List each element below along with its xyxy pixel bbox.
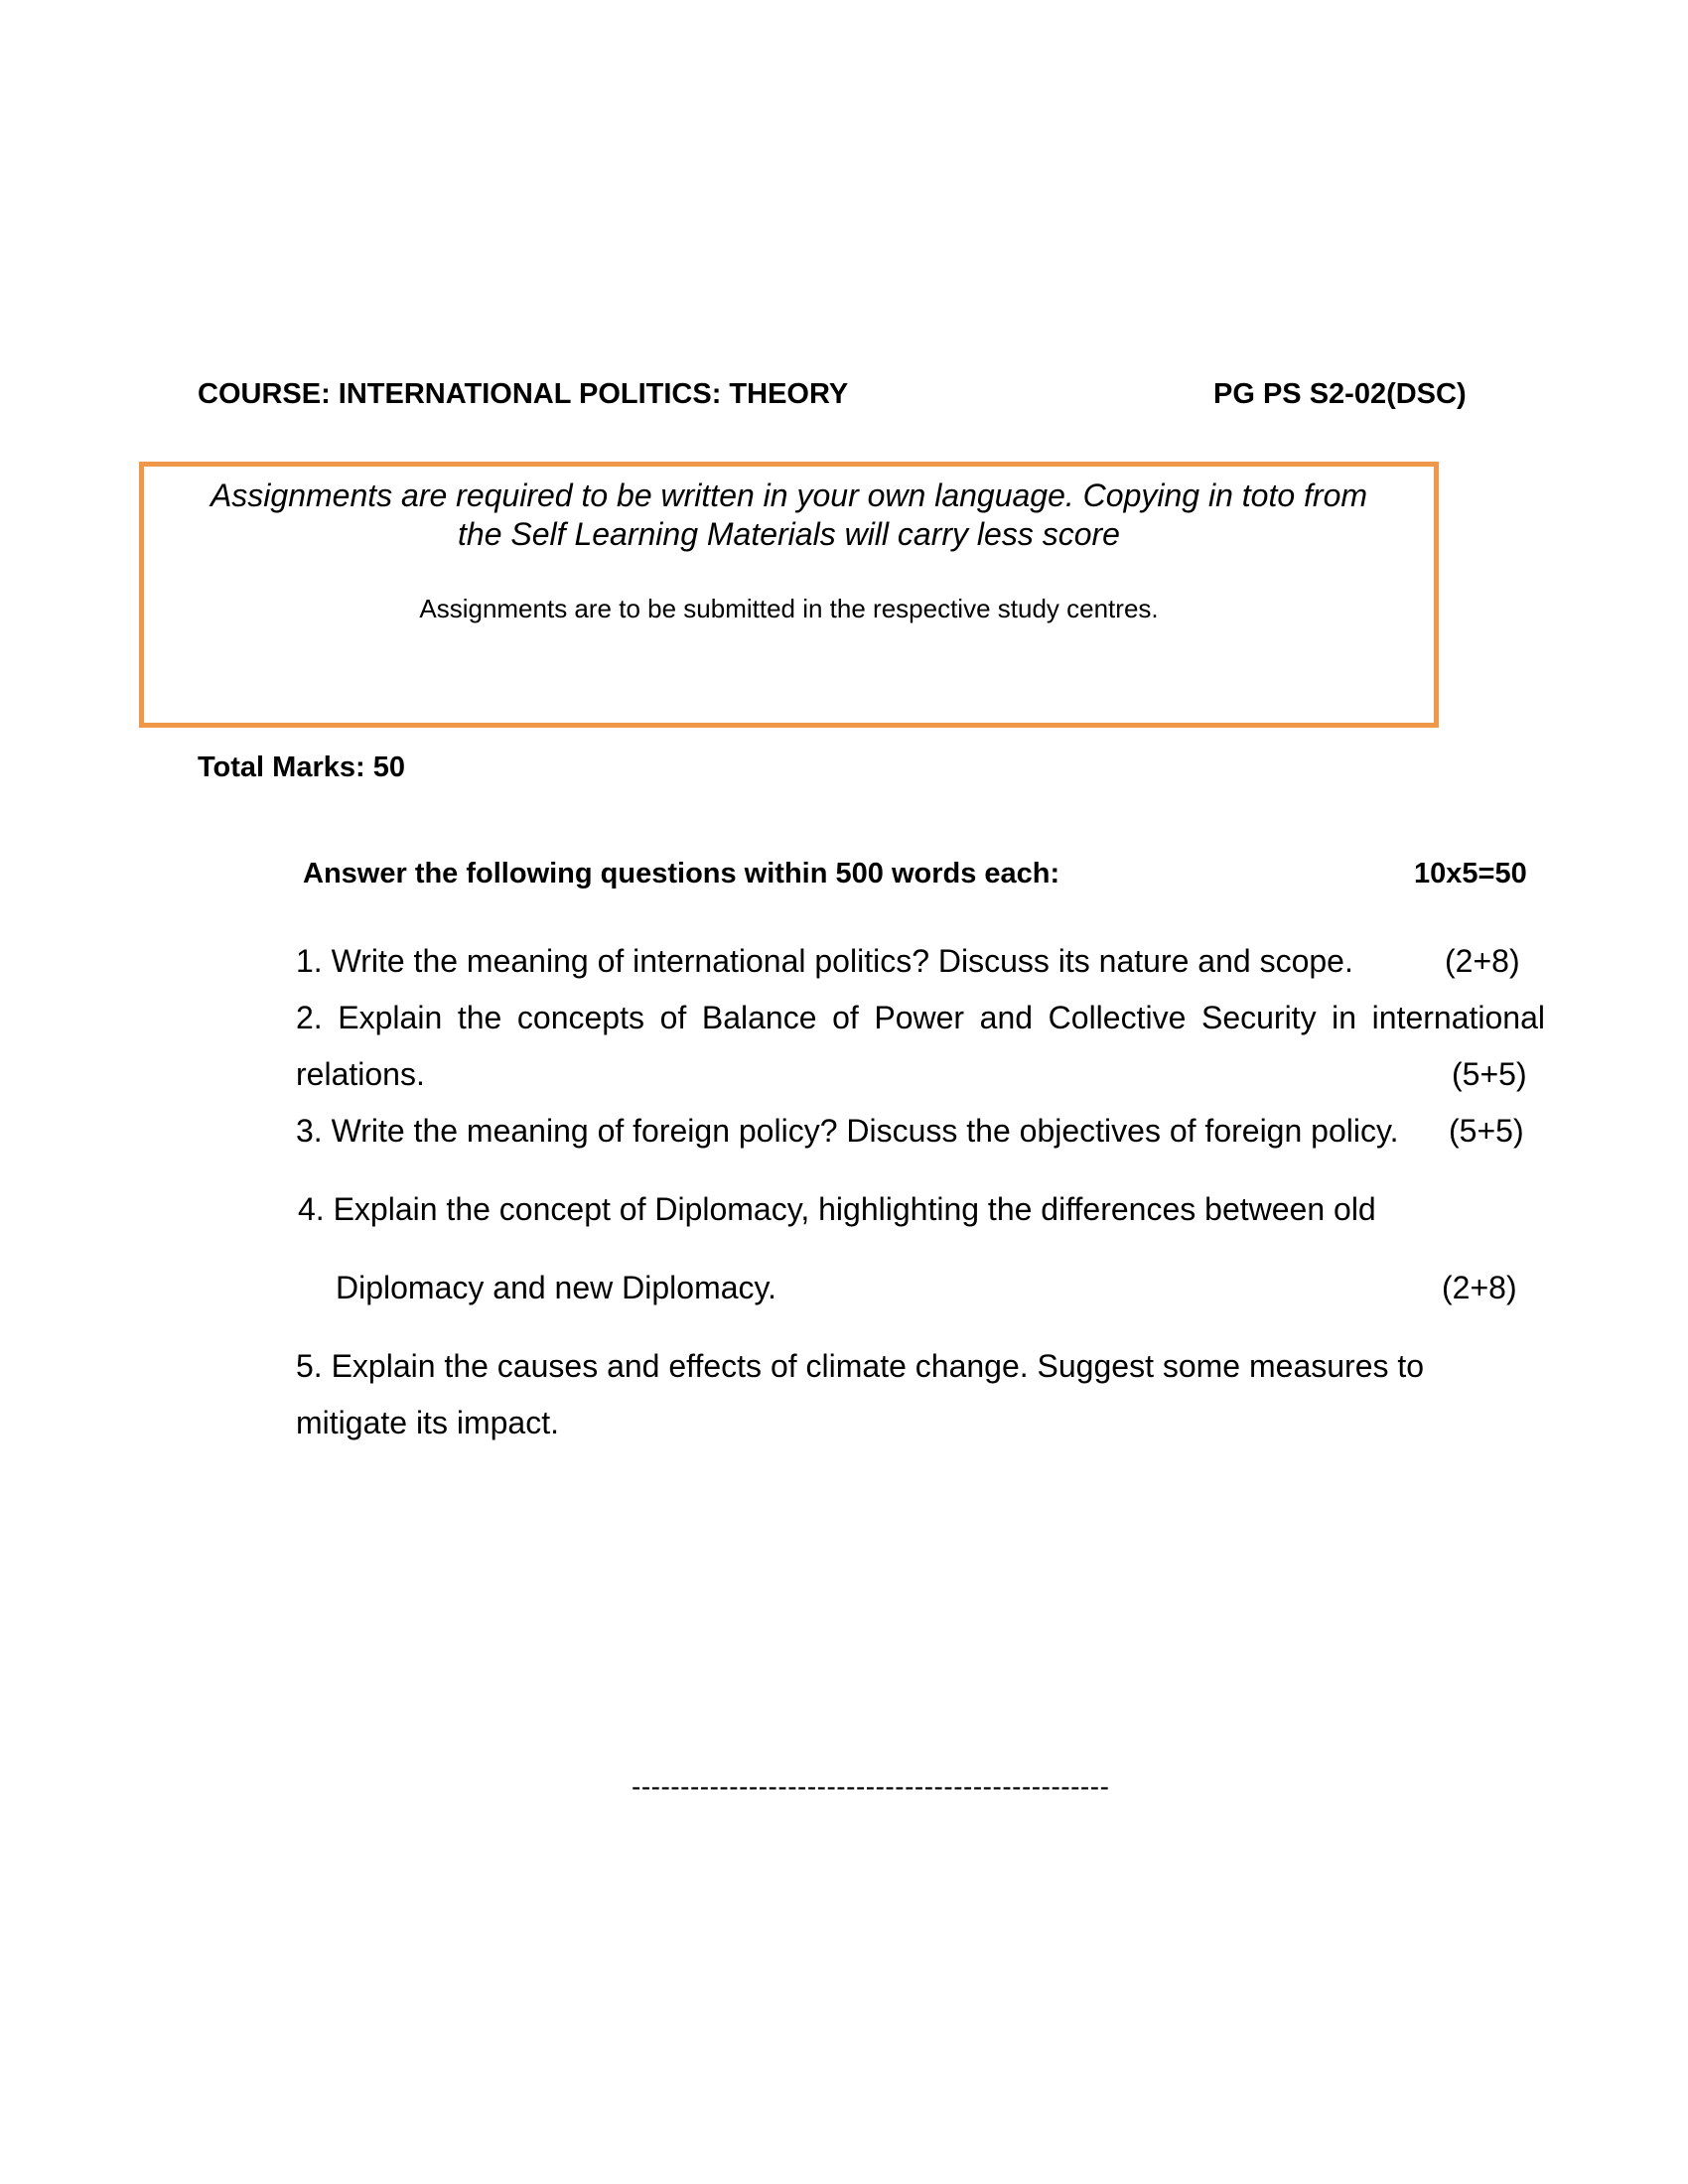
assignment-notice-box [139, 462, 1439, 728]
question-5-text-continued: mitigate its impact. [296, 1405, 559, 1440]
notice-italic-line-1: Assignments are required to be written in your own language. Copying in toto from [210, 478, 1368, 513]
question-5-text: 5. Explain the causes and effects of climate change. Suggest some measures to [296, 1348, 1425, 1384]
instruction-text: Answer the following questions within 500 words each: [303, 858, 1060, 889]
course-code: PG PS S2-02(DSC) [1213, 378, 1467, 410]
question-2-text: 2. Explain the concepts of Balance of Power and Collective Security in international [296, 1000, 1545, 1035]
question-4-text-continued: Diplomacy and new Diplomacy. [336, 1270, 777, 1305]
course-title: COURSE: INTERNATIONAL POLITICS: THEORY [198, 378, 849, 410]
total-marks: Total Marks: 50 [198, 751, 405, 783]
question-3-text: 3. Write the meaning of foreign policy? Discuss the objectives of foreign policy. [296, 1113, 1399, 1149]
question-1-text: 1. Write the meaning of international politics? Discuss its nature and scope. [296, 943, 1353, 979]
question-2-marks: (5+5) [1452, 1056, 1527, 1092]
question-4-text: 4. Explain the concept of Diplomacy, highlighting the differences between old [298, 1191, 1376, 1227]
notice-italic-line-2: the Self Learning Materials will carry less score [458, 516, 1120, 552]
notice-italic-text [144, 477, 1434, 554]
footer-divider: ------------------------------------------------- [632, 1771, 1110, 1802]
question-1-marks: (2+8) [1445, 943, 1520, 979]
notice-submission-text: Assignments are to be submitted in the respective study centres. [419, 594, 1159, 623]
question-3-marks: (5+5) [1449, 1113, 1524, 1149]
instruction-marks: 10x5=50 [1414, 858, 1527, 889]
question-4-marks: (2+8) [1442, 1270, 1517, 1305]
question-2-text-continued: relations. [296, 1056, 425, 1092]
